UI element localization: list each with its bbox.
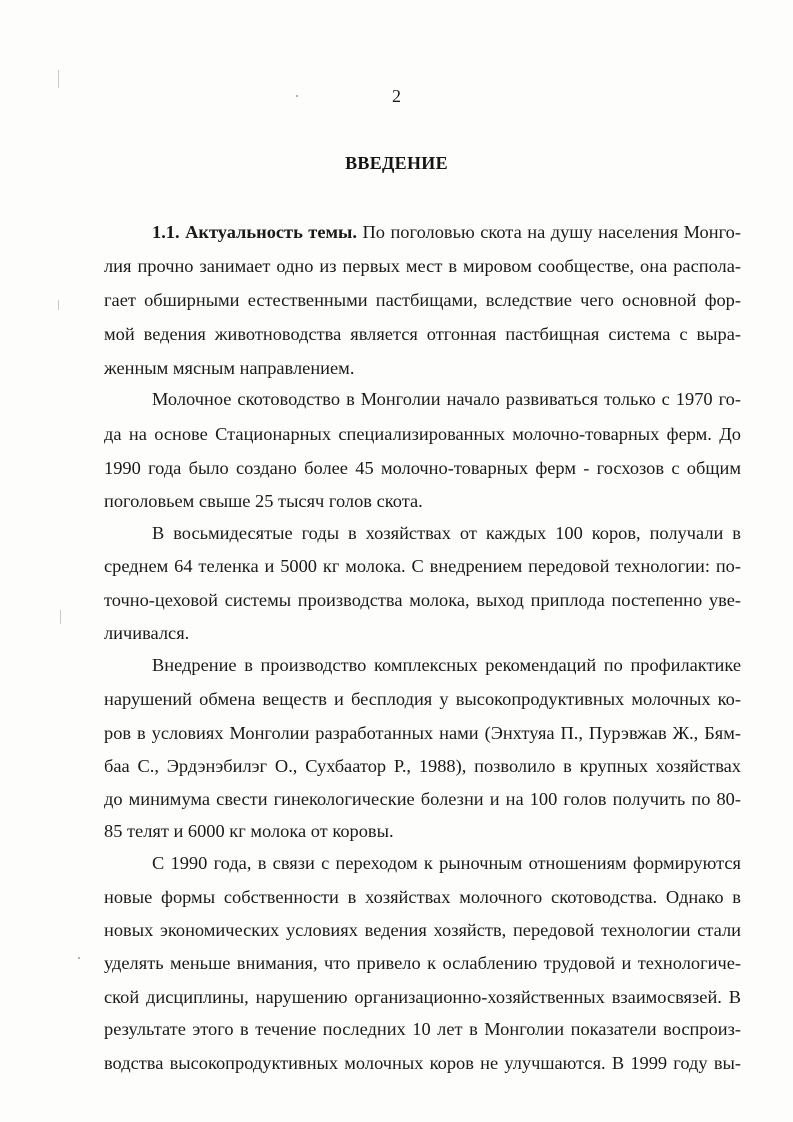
body-text (104, 0, 741, 1122)
scan-margin-mark (60, 610, 61, 624)
paragraph-line: уделять меньше внимания, что привело к ослаблению трудовой и технологиче- (104, 953, 741, 973)
paragraph-line: точно-цеховой системы производства молока, выход приплода постепенно уве- (104, 590, 741, 610)
paragraph-line: Внедрение в производство комплексных рекомендаций по профилактике (152, 655, 741, 675)
paragraph-line: личивался. (104, 623, 190, 643)
paragraph-line: баа С., Эрдэнэбилэг О., Сухбаатор Р., 1988), позволило в крупных хозяйствах (104, 756, 741, 776)
paragraph-line: 85 телят и 6000 кг молока от коровы. (104, 821, 394, 841)
paragraph-line: 1.1. Актуальность темы. По поголовью скота на душу населения Монго- (152, 222, 741, 242)
page-number: 2 (392, 86, 401, 106)
paragraph-line: 1990 года было создано более 45 молочно-товарных ферм - госхозов с общим (104, 458, 741, 478)
paragraph-line: поголовьем свыше 25 тысяч голов скота. (104, 491, 423, 511)
paragraph-line: ской дисциплины, нарушению организационно-хозяйственных взаимосвязей. В (104, 987, 741, 1007)
scan-margin-mark (58, 300, 59, 310)
paragraph-line: водства высокопродуктивных молочных коров не улучшаются. В 1999 году вы- (104, 1053, 741, 1073)
paragraph-line: результате этого в течение последних 10 лет в Монголии показатели воспроиз- (104, 1019, 741, 1039)
paragraph-line: мой ведения животноводства является отгонная пастбищная система с выра- (104, 324, 741, 344)
paragraph-line: нарушений обмена веществ и бесплодия у высокопродуктивных молочных ко- (104, 689, 741, 709)
paragraph-line: ров в условиях Монголии разработанных нами (Энхтуяа П., Пурэвжав Ж., Бям- (104, 723, 741, 743)
paragraph-line: да на основе Стационарных специализированных молочно-товарных ферм. До (104, 424, 741, 444)
section-subheading: 1.1. Актуальность темы. (152, 222, 357, 242)
paragraph-line: женным мясным направлением. (104, 358, 355, 378)
scan-speck (78, 957, 80, 959)
paragraph-line: гает обширными естественными пастбищами, вследствие чего основной фор- (104, 290, 741, 310)
paragraph-line: лия прочно занимает одно из первых мест в мировом сообществе, она распола- (104, 256, 741, 276)
paragraph-line: до минимума свести гинекологические болезни и на 100 голов получить по 80- (104, 789, 741, 809)
paragraph-line: новых экономических условиях ведения хозяйств, передовой технологии стали (104, 920, 741, 940)
paragraph-line: В восьмидесятые годы в хозяйствах от каждых 100 коров, получали в (152, 523, 741, 543)
paragraph-line: новые формы собственности в хозяйствах молочного скотоводства. Однако в (104, 887, 741, 907)
paragraph-line: С 1990 года, в связи с переходом к рыночным отношениям формируются (152, 853, 741, 873)
paragraph-line: Молочное скотоводство в Монголии начало развиваться только с 1970 го- (152, 389, 741, 409)
paragraph-line: среднем 64 теленка и 5000 кг молока. С внедрением передовой технологии: по- (104, 556, 741, 576)
section-heading: ВВЕДЕНИЕ (345, 153, 448, 173)
